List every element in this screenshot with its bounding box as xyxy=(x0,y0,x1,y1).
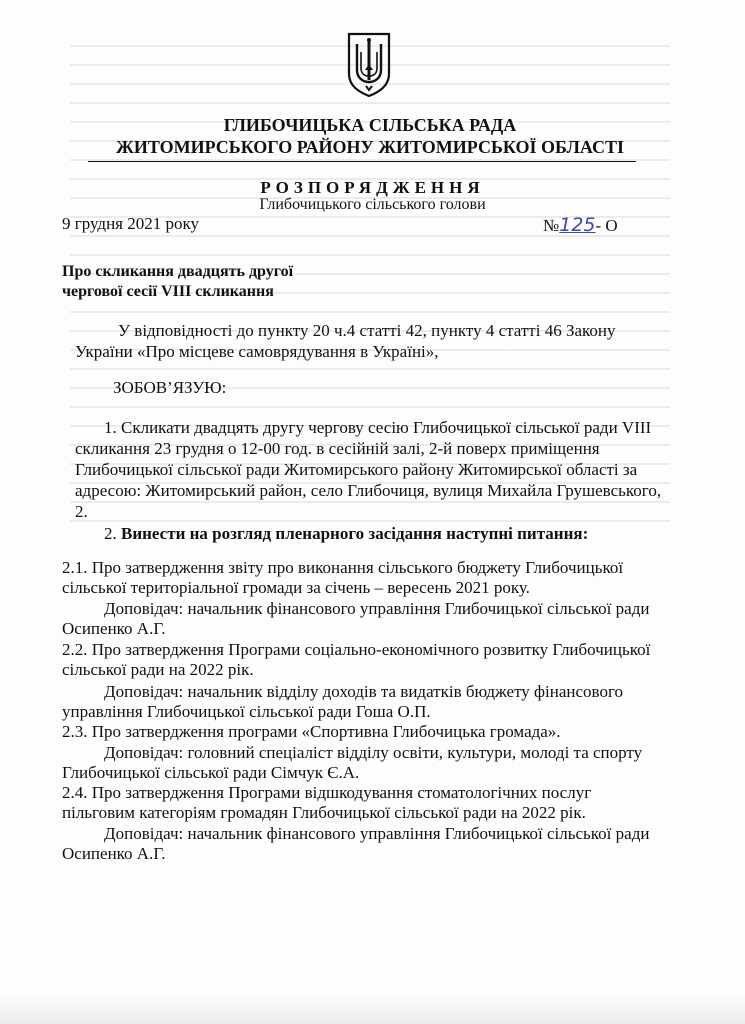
document-number xyxy=(543,214,618,236)
agenda-item-line: 2.2. Про затвердження Програми соціально-економічного розвитку Глибочицької xyxy=(62,640,651,659)
agenda-speaker-line: Доповідач: головний спеціаліст відділу освіти, культури, молоді та спорту xyxy=(104,743,643,762)
council-district: ЖИТОМИРСЬКОГО РАЙОНУ ЖИТОМИРСЬКОЇ ОБЛАСТІ xyxy=(116,137,624,157)
agenda-speaker-line: управління Глибочицької сільської ради Гоша О.П. xyxy=(62,702,431,721)
agenda-item-line: 2.4. Про затвердження Програми відшкодування стоматологічних послуг xyxy=(62,783,592,802)
agenda-item-line: 2.3. Про затвердження програми «Спортивна Глибочицька громада». xyxy=(62,722,561,741)
agenda-speaker-line: Доповідач: начальник відділу доходів та видатків бюджету фінансового xyxy=(104,682,624,701)
item1-line: Глибочицької сільської ради Житомирського району Житомирської області за xyxy=(75,460,638,479)
handwritten-number: 125 xyxy=(559,214,596,236)
item1-line: скликання 23 грудня о 12-00 год. в сесійній залі, 2-й поверх приміщення xyxy=(75,439,600,458)
item1-line: адресою: Житомирський район, село Глибочиця, вулиця Михайла Грушевського, xyxy=(75,481,662,500)
subject-line: чергової сесії VIII скликання xyxy=(62,283,274,300)
scan-bottom-edge xyxy=(0,995,745,1024)
agenda-speaker-line: Осипенко А.Г. xyxy=(62,619,166,638)
agenda-speaker-line: Глибочицької сільської ради Сімчук Є.А. xyxy=(62,763,360,782)
item2-title: Винести на розгляд пленарного засідання наступні питання: xyxy=(121,524,589,543)
document-date: 9 грудня 2021 року xyxy=(62,214,200,233)
document-type: РОЗПОРЯДЖЕННЯ xyxy=(260,178,485,197)
subject-line: Про скликання двадцять другої xyxy=(62,263,294,280)
council-name: ГЛИБОЧИЦЬКА СІЛЬСЬКА РАДА xyxy=(223,115,517,135)
agenda-speaker-line: Доповідач: начальник фінансового управління Глибочицької сільської ради xyxy=(104,599,650,618)
coat-of-arms-icon xyxy=(345,30,393,98)
item1-line: 1. Скликати двадцять другу чергову сесію Глибочицької сільської ради VIII xyxy=(104,418,652,437)
oblige-heading: ЗОБОВ’ЯЗУЮ: xyxy=(113,378,227,397)
item2-number: 2. xyxy=(104,524,117,543)
agenda-speaker-line: Доповідач: начальник фінансового управління Глибочицької сільської ради xyxy=(104,824,650,843)
document-subject xyxy=(62,262,293,302)
document-issuer: Глибочицького сільського голови xyxy=(259,196,486,213)
agenda-item-line: 2.1. Про затвердження звіту про виконання сільського бюджету Глибочицької xyxy=(62,558,624,577)
agenda-speaker-line: Осипенко А.Г. xyxy=(62,844,166,863)
item1-line: 2. xyxy=(75,502,88,521)
agenda-item-line: пільговим категоріям громадян Глибочицької сільської ради на 2022 рік. xyxy=(62,803,586,822)
preamble-line: У відповідності до пункту 20 ч.4 статті 42, пункту 4 статті 46 Закону xyxy=(118,321,616,340)
agenda-item-line: сільської ради на 2022 рік. xyxy=(62,660,254,679)
agenda-item-line: сільської територіальної громади за січень – вересень 2021 року. xyxy=(62,578,530,597)
header-divider xyxy=(88,161,636,162)
number-prefix: № xyxy=(543,216,560,235)
number-suffix: - О xyxy=(595,216,618,235)
preamble-line: України «Про місцеве самоврядування в Україні», xyxy=(75,342,439,361)
item2-heading xyxy=(104,523,588,544)
